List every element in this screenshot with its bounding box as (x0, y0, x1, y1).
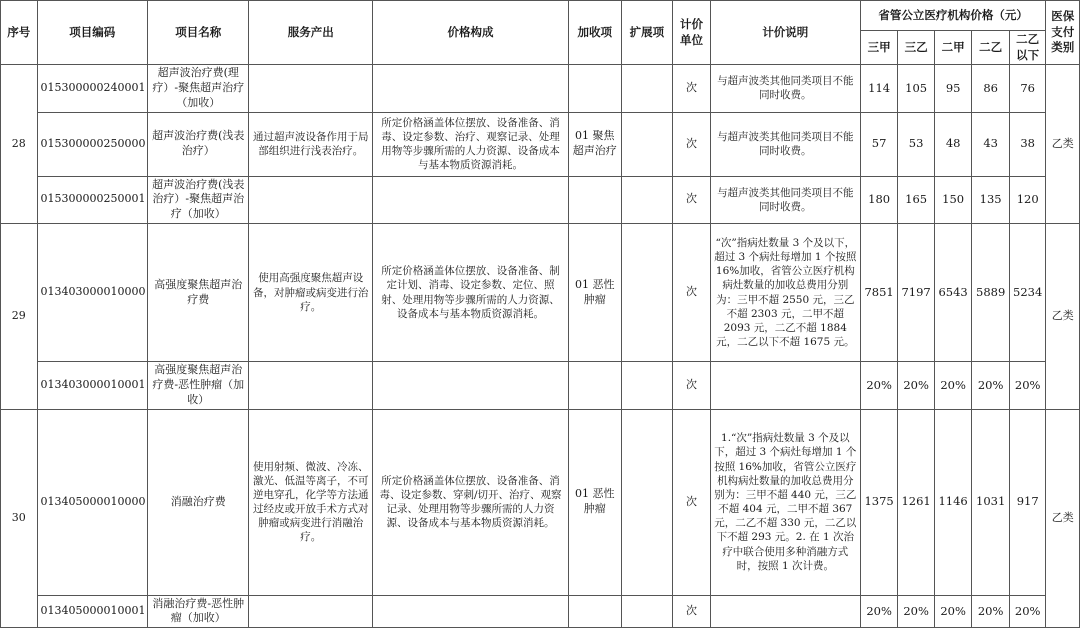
price-cell: 180 (860, 176, 898, 224)
price-cell: 20% (934, 362, 972, 410)
price-cell: 7851 (860, 224, 898, 362)
insurance-cell: 乙类 (1046, 65, 1080, 224)
unit-cell: 次 (673, 224, 711, 362)
unit-cell: 次 (673, 409, 711, 595)
unit-cell: 次 (673, 112, 711, 176)
price-cell: 150 (934, 176, 972, 224)
name-cell: 消融治疗费 (148, 409, 249, 595)
header-code: 项目编码 (37, 1, 148, 65)
table-row (1, 112, 1080, 176)
code-cell: 015300000250000 (37, 112, 148, 176)
name-cell: 超声波治疗费(理疗）-聚焦超声治疗（加收） (148, 65, 249, 113)
table-row (1, 595, 1080, 628)
note-cell: 1.“次”指病灶数量 3 个及以下，超过 3 个病灶每增加 1 个按照 16%加收，省管公立医疗机构病灶数量的加收总费用分别为：三甲不超 440 元，三乙不超 404 元，二甲不超 367 元，二乙不超 330 元，二乙以下不超 293 元。2. 在 1 次治疗中联合使用多种消融方式时，按照 1 次计费。 (710, 409, 860, 595)
price-cell: 57 (860, 112, 898, 176)
header-level-2a: 二甲 (934, 31, 972, 65)
price-cell: 165 (898, 176, 935, 224)
code-cell: 013405000010000 (37, 409, 148, 595)
name-cell: 超声波治疗费(浅表治疗） (148, 112, 249, 176)
header-level-2b: 二乙 (972, 31, 1010, 65)
price-cell: 76 (1009, 65, 1046, 113)
table-row (1, 65, 1080, 113)
code-cell: 013405000010001 (37, 595, 148, 628)
price-cell: 20% (860, 595, 898, 628)
extension-cell (621, 409, 673, 595)
unit-cell: 次 (673, 362, 711, 410)
unit-cell: 次 (673, 176, 711, 224)
insurance-cell: 乙类 (1046, 409, 1080, 628)
price-cell: 135 (972, 176, 1010, 224)
composition-cell: 所定价格涵盖体位摆放、设备准备、消毒、设定参数、治疗、观察记录、处理用物等步骤所需的人力资源、设备成本与基本物质资源消耗。 (373, 112, 569, 176)
price-cell: 7197 (898, 224, 935, 362)
note-cell: 与超声波类其他同类项目不能同时收费。 (710, 65, 860, 113)
name-cell: 高强度聚焦超声治疗费 (148, 224, 249, 362)
price-cell: 6543 (934, 224, 972, 362)
header-service: 服务产出 (249, 1, 373, 65)
composition-cell (373, 595, 569, 628)
price-cell: 917 (1009, 409, 1046, 595)
service-cell: 使用高强度聚焦超声设备，对肿瘤或病变进行治疗。 (249, 224, 373, 362)
note-cell: 与超声波类其他同类项目不能同时收费。 (710, 176, 860, 224)
surcharge-cell (568, 362, 621, 410)
service-cell: 使用射频、微波、冷冻、激光、低温等离子，不可逆电穿孔，化学等方法通过经皮或开放手术方式对肿瘤或病变进行消融治疗。 (249, 409, 373, 595)
extension-cell (621, 65, 673, 113)
price-cell: 1031 (972, 409, 1010, 595)
name-cell: 消融治疗费-恶性肿瘤（加收） (148, 595, 249, 628)
surcharge-cell: 01 恶性肿瘤 (568, 224, 621, 362)
price-cell: 20% (934, 595, 972, 628)
price-cell: 105 (898, 65, 935, 113)
header-price-group: 省管公立医疗机构价格（元） (860, 1, 1046, 31)
seq-cell: 30 (1, 409, 38, 628)
price-cell: 43 (972, 112, 1010, 176)
price-cell: 20% (898, 362, 935, 410)
composition-cell: 所定价格涵盖体位摆放、设备准备、消毒、设定参数、穿刺/切开、治疗、观察记录、处理用物等步骤所需的人力资源、设备成本与基本物质资源消耗。 (373, 409, 569, 595)
composition-cell (373, 65, 569, 113)
extension-cell (621, 362, 673, 410)
extension-cell (621, 595, 673, 628)
extension-cell (621, 224, 673, 362)
note-cell: 与超声波类其他同类项目不能同时收费。 (710, 112, 860, 176)
surcharge-cell (568, 176, 621, 224)
price-cell: 114 (860, 65, 898, 113)
surcharge-cell (568, 595, 621, 628)
code-cell: 013403000010000 (37, 224, 148, 362)
note-cell: “次”指病灶数量 3 个及以下，超过 3 个病灶每增加 1 个按照 16%加收，省管公立医疗机构病灶数量的加收总费用分别为：三甲不超 2550 元，三乙不超 2303 元，二甲不超 2093 元，二乙不超 1884 元，二乙以下不超 1675 元。 (710, 224, 860, 362)
price-cell: 1375 (860, 409, 898, 595)
price-cell: 53 (898, 112, 935, 176)
extension-cell (621, 112, 673, 176)
price-cell: 20% (972, 362, 1010, 410)
surcharge-cell: 01 恶性肿瘤 (568, 409, 621, 595)
price-cell: 120 (1009, 176, 1046, 224)
note-cell (710, 595, 860, 628)
name-cell: 高强度聚焦超声治疗费-恶性肿瘤（加收） (148, 362, 249, 410)
price-cell: 1146 (934, 409, 972, 595)
name-cell: 超声波治疗费(浅表治疗）-聚焦超声治疗（加收） (148, 176, 249, 224)
seq-cell: 29 (1, 224, 38, 410)
header-name: 项目名称 (148, 1, 249, 65)
surcharge-cell: 01 聚焦超声治疗 (568, 112, 621, 176)
service-cell (249, 65, 373, 113)
price-cell: 48 (934, 112, 972, 176)
composition-cell (373, 362, 569, 410)
price-cell: 20% (972, 595, 1010, 628)
table-row (1, 224, 1080, 362)
header-extension: 扩展项 (621, 1, 673, 65)
insurance-cell: 乙类 (1046, 224, 1080, 410)
code-cell: 013403000010001 (37, 362, 148, 410)
service-cell (249, 595, 373, 628)
seq-cell: 28 (1, 65, 38, 224)
header-insurance: 医保支付类别 (1046, 1, 1080, 65)
code-cell: 015300000250001 (37, 176, 148, 224)
service-cell (249, 362, 373, 410)
price-cell: 20% (1009, 362, 1046, 410)
price-cell: 5889 (972, 224, 1010, 362)
price-cell: 86 (972, 65, 1010, 113)
unit-cell: 次 (673, 595, 711, 628)
header-seq: 序号 (1, 1, 38, 65)
header-level-below-2b: 二乙以下 (1009, 31, 1046, 65)
code-cell: 015300000240001 (37, 65, 148, 113)
table-row (1, 176, 1080, 224)
price-cell: 5234 (1009, 224, 1046, 362)
price-cell: 1261 (898, 409, 935, 595)
header-pricing-note: 计价说明 (710, 1, 860, 65)
composition-cell: 所定价格涵盖体位摆放、设备准备、制定计划、消毒、设定参数、定位、照射、处理用物等步骤所需的人力资源、设备成本与基本物质资源消耗。 (373, 224, 569, 362)
price-cell: 20% (860, 362, 898, 410)
price-cell: 95 (934, 65, 972, 113)
table-row (1, 409, 1080, 595)
header-surcharge: 加收项 (568, 1, 621, 65)
surcharge-cell (568, 65, 621, 113)
header-price-composition: 价格构成 (373, 1, 569, 65)
header-level-3a: 三甲 (860, 31, 898, 65)
price-cell: 20% (898, 595, 935, 628)
service-cell: 通过超声波设备作用于局部组织进行浅表治疗。 (249, 112, 373, 176)
header-level-3b: 三乙 (898, 31, 935, 65)
service-cell (249, 176, 373, 224)
extension-cell (621, 176, 673, 224)
price-cell: 38 (1009, 112, 1046, 176)
price-cell: 20% (1009, 595, 1046, 628)
header-unit: 计价单位 (673, 1, 711, 65)
note-cell (710, 362, 860, 410)
table-row (1, 362, 1080, 410)
unit-cell: 次 (673, 65, 711, 113)
composition-cell (373, 176, 569, 224)
